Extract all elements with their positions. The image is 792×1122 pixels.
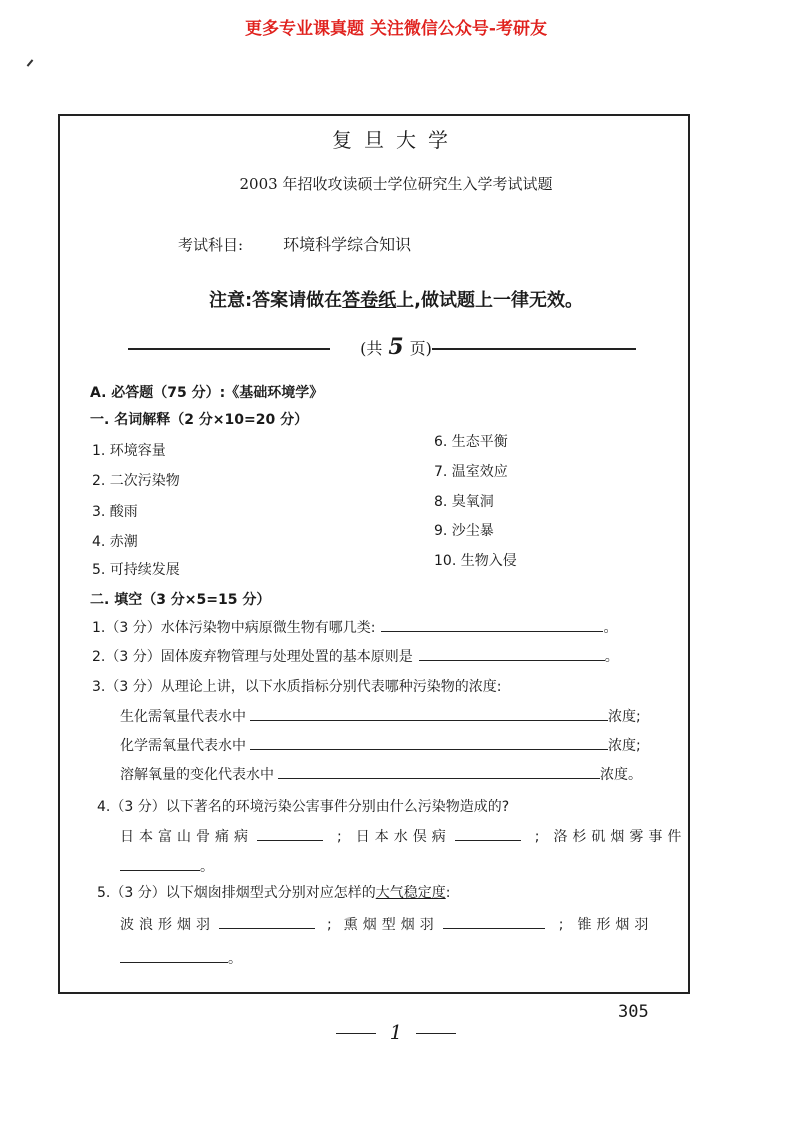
line-label: 溶解氧量的变化代表水中: [120, 767, 274, 783]
question-underlined: 大气稳定度: [375, 885, 446, 901]
fill-line: [120, 735, 641, 755]
term-item: 9. 沙尘暴: [434, 523, 494, 539]
page-number-value: 1: [389, 1020, 403, 1044]
question-suffix: :: [445, 885, 451, 901]
separator: ;: [558, 917, 564, 933]
answer-blank: [250, 706, 608, 721]
answer-blank: [257, 826, 323, 841]
exam-title: 2003 年招收攻读硕士学位研究生入学考试试题: [239, 175, 553, 193]
answer-blank: [219, 914, 315, 929]
term-item: 7. 温室效应: [434, 464, 508, 480]
subject-label: 考试科目:: [178, 236, 244, 254]
fill-line: [120, 856, 214, 876]
notice: [0, 286, 792, 312]
end-mark: 。: [603, 620, 618, 636]
part1-title: 一. 名词解释（2 分×10=20 分）: [90, 412, 309, 428]
paper-code: 305: [618, 1002, 649, 1022]
term-item: 10. 生物入侵: [434, 553, 517, 569]
term-item: 2. 二次污染物: [92, 473, 180, 489]
term-item: 4. 赤潮: [92, 534, 138, 550]
page-dash-right: [416, 1033, 456, 1034]
fill-line: [120, 826, 686, 846]
answer-blank: [250, 735, 608, 750]
fill-line: [120, 914, 653, 934]
line-suffix: 浓度。: [600, 767, 642, 783]
pages-count: 5: [388, 334, 404, 360]
question-text: 1.（3 分）水体污染物中病原微生物有哪几类:: [92, 620, 376, 636]
term-item: 8. 臭氧洞: [434, 494, 494, 510]
fill-line: [120, 706, 641, 726]
term-item: 5. 可持续发展: [92, 562, 180, 578]
plume-label: 锥形烟羽: [577, 917, 654, 933]
fill-question-5: [97, 882, 450, 902]
subject-value: 环境科学综合知识: [283, 235, 412, 254]
answer-blank: [419, 646, 605, 661]
pages-suffix: 页): [409, 339, 432, 358]
case-label: 洛杉矶烟雾事件: [553, 829, 687, 845]
plume-label: 波浪形烟羽: [120, 917, 215, 933]
part2-title: 二. 填空（3 分×5=15 分）: [90, 592, 271, 608]
answer-blank: [443, 914, 545, 929]
separator: ;: [337, 829, 342, 845]
term-item: 6. 生态平衡: [434, 434, 508, 450]
exam-subject: [178, 232, 411, 255]
pages-prefix: (共: [360, 339, 383, 358]
university-title: 复旦大学: [332, 128, 460, 152]
notice-underlined: 答卷纸: [342, 290, 397, 311]
plume-label: 熏烟型烟羽: [343, 917, 439, 933]
page-number: [0, 1020, 792, 1044]
line-label: 化学需氧量代表水中: [120, 738, 246, 754]
answer-blank: [120, 948, 228, 963]
separator: ;: [534, 829, 540, 845]
term-item: 3. 酸雨: [92, 504, 138, 520]
notice-prefix: 注意:答案请做在: [208, 290, 343, 311]
separator: ;: [327, 917, 332, 933]
scan-mark: [27, 59, 34, 66]
fill-question-4: 4.（3 分）以下著名的环境污染公害事件分别由什么污染物造成的?: [97, 799, 510, 815]
end-mark: 。: [200, 859, 214, 875]
answer-blank: [120, 856, 200, 871]
fill-line: [120, 948, 242, 968]
fill-question-2: [92, 646, 619, 666]
answer-blank: [381, 617, 603, 632]
case-label: 日本富山骨痛病: [120, 829, 253, 845]
section-a-title: A. 必答题（75 分）:《基础环境学》: [90, 385, 324, 401]
answer-blank: [455, 826, 521, 841]
line-suffix: 浓度;: [608, 738, 641, 754]
end-mark: 。: [228, 951, 242, 967]
page-count: [0, 334, 792, 360]
answer-blank: [278, 764, 600, 779]
fill-question-3: 3.（3 分）从理论上讲，以下水质指标分别代表哪种污染物的浓度:: [92, 679, 502, 695]
end-mark: 。: [604, 649, 619, 665]
promo-banner: 更多专业课真题 关注微信公众号-考研友: [245, 19, 547, 39]
case-label: 日本水俣病: [355, 829, 451, 845]
term-item: 1. 环境容量: [92, 443, 166, 459]
line-suffix: 浓度;: [608, 709, 641, 725]
fill-line: [120, 764, 642, 784]
page-dash-left: [336, 1033, 376, 1034]
question-text: 5.（3 分）以下烟囱排烟型式分别对应怎样的: [97, 885, 376, 901]
notice-suffix: 上,做试题上一律无效。: [396, 290, 584, 311]
line-label: 生化需氧量代表水中: [120, 709, 246, 725]
fill-question-1: [92, 617, 617, 637]
question-text: 2.（3 分）固体废弃物管理与处理处置的基本原则是: [92, 649, 413, 665]
